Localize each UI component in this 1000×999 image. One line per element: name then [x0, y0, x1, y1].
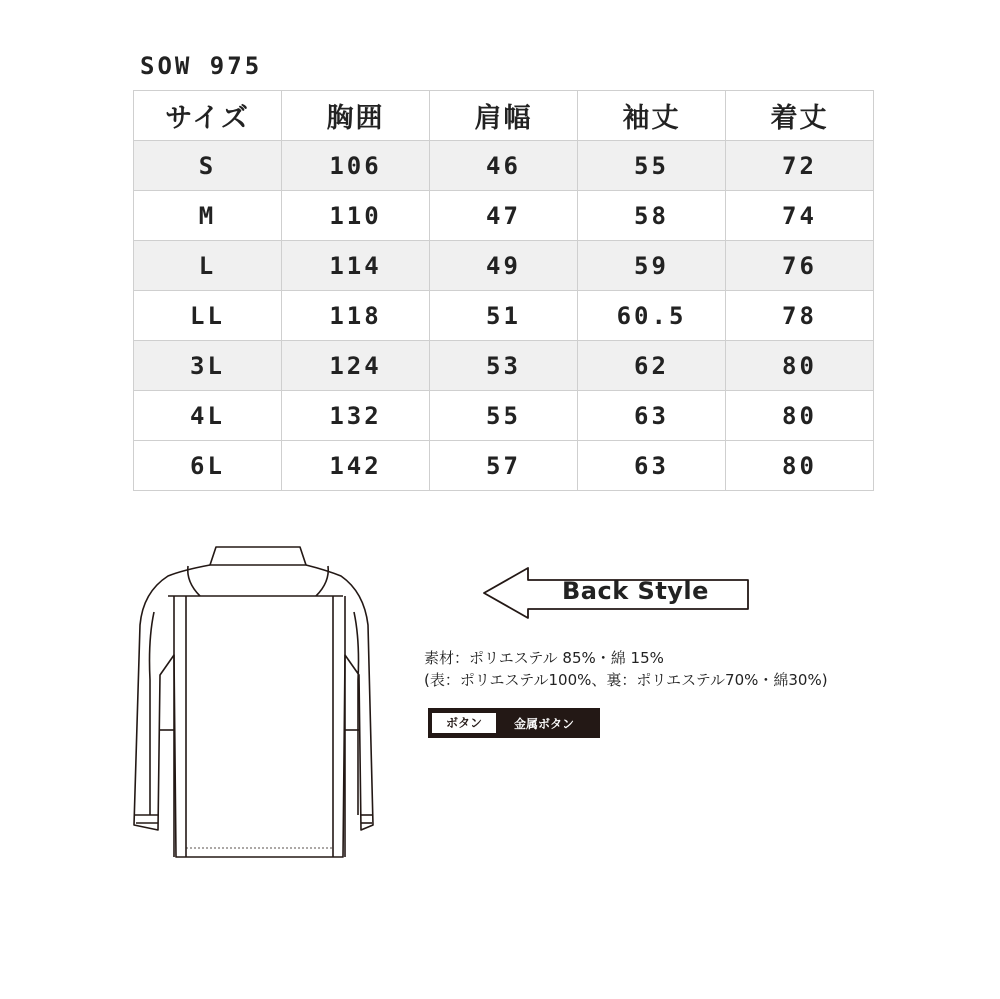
material-info: [424, 647, 828, 691]
table-cell: L: [134, 241, 282, 291]
table-cell: 3L: [134, 341, 282, 391]
table-cell: 55: [578, 141, 726, 191]
table-cell: 59: [578, 241, 726, 291]
table-row: [134, 291, 874, 341]
table-cell: 80: [726, 441, 874, 491]
table-cell: 80: [726, 341, 874, 391]
size-chart-table: [133, 90, 874, 491]
table-cell: 114: [282, 241, 430, 291]
button-spec-value: 金属ボタン: [514, 716, 575, 731]
table-cell: 80: [726, 391, 874, 441]
table-cell: 6L: [134, 441, 282, 491]
table-cell: 57: [430, 441, 578, 491]
table-cell: 78: [726, 291, 874, 341]
back-style-label: Back Style: [562, 577, 709, 605]
table-cell: 60.5: [578, 291, 726, 341]
table-row: [134, 241, 874, 291]
table-cell: 110: [282, 191, 430, 241]
table-cell: 118: [282, 291, 430, 341]
table-cell: 124: [282, 341, 430, 391]
table-cell: 47: [430, 191, 578, 241]
header-cell-shoulder: 肩幅: [430, 91, 578, 141]
garment-back-illustration: [128, 540, 378, 860]
table-cell: 49: [430, 241, 578, 291]
table-cell: 51: [430, 291, 578, 341]
table-cell: M: [134, 191, 282, 241]
table-cell: 63: [578, 391, 726, 441]
table-cell: 74: [726, 191, 874, 241]
table-cell: S: [134, 141, 282, 191]
table-cell: 55: [430, 391, 578, 441]
table-cell: 142: [282, 441, 430, 491]
table-cell: 58: [578, 191, 726, 241]
table-row: [134, 391, 874, 441]
button-spec-badge: [428, 708, 600, 738]
button-spec-label: ボタン: [432, 713, 496, 733]
table-header-row: [134, 91, 874, 141]
header-cell-size: サイズ: [134, 91, 282, 141]
table-row: [134, 191, 874, 241]
table-row: [134, 341, 874, 391]
header-cell-chest: 胸囲: [282, 91, 430, 141]
table-cell: 72: [726, 141, 874, 191]
table-row: [134, 441, 874, 491]
material-composition: 素材：ポリエステル 85%・綿 15%: [424, 649, 664, 667]
table-cell: 46: [430, 141, 578, 191]
table-cell: LL: [134, 291, 282, 341]
table-cell: 63: [578, 441, 726, 491]
table-cell: 76: [726, 241, 874, 291]
table-cell: 62: [578, 341, 726, 391]
header-cell-length: 着丈: [726, 91, 874, 141]
material-detail: (表：ポリエステル100%、裏：ポリエステル70%・綿30%): [424, 671, 828, 689]
table-cell: 106: [282, 141, 430, 191]
table-row: [134, 141, 874, 191]
table-cell: 4L: [134, 391, 282, 441]
header-cell-sleeve: 袖丈: [578, 91, 726, 141]
table-cell: 132: [282, 391, 430, 441]
table-cell: 53: [430, 341, 578, 391]
model-code: SOW 975: [140, 52, 263, 80]
